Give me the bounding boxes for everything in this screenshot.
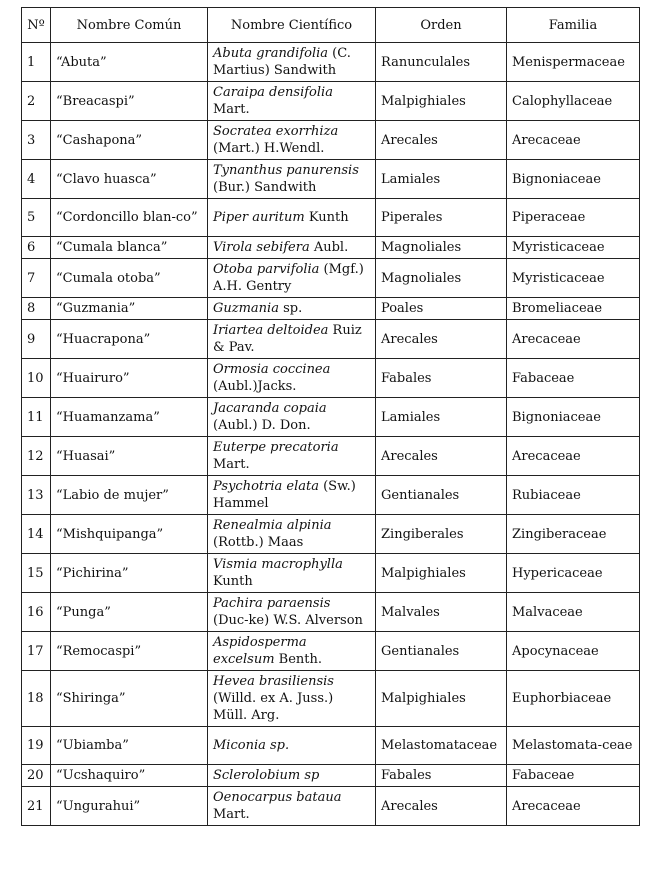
order-cell: Magnoliales <box>376 259 507 298</box>
scientific-name-cell <box>208 359 376 398</box>
family-cell: Rubiaceae <box>507 476 640 515</box>
row-number: 3 <box>22 121 51 160</box>
header-row <box>22 8 640 43</box>
table-row <box>22 787 640 826</box>
common-name-cell: “Mishquipanga” <box>51 515 208 554</box>
family-cell: Hypericaceae <box>507 554 640 593</box>
order-cell: Malpighiales <box>376 554 507 593</box>
scientific-binomial: Guzmania <box>213 301 279 316</box>
scientific-name-cell <box>208 765 376 787</box>
table-row <box>22 554 640 593</box>
row-number: 9 <box>22 320 51 359</box>
scientific-name-cell <box>208 160 376 199</box>
scientific-name-cell <box>208 787 376 826</box>
header-order: Orden <box>376 8 507 43</box>
scientific-binomial: Abuta grandifolia <box>213 46 329 61</box>
scientific-author: Mart. <box>213 102 250 117</box>
scientific-name-cell <box>208 398 376 437</box>
common-name-cell: “Ungurahui” <box>51 787 208 826</box>
scientific-binomial: Oenocarpus bataua <box>213 790 342 805</box>
scientific-binomial: Tynanthus panurensis <box>213 163 359 178</box>
scientific-name-cell <box>208 476 376 515</box>
row-number: 6 <box>22 237 51 259</box>
row-number: 20 <box>22 765 51 787</box>
table-row <box>22 82 640 121</box>
row-number: 15 <box>22 554 51 593</box>
common-name-cell: “Clavo huasca” <box>51 160 208 199</box>
scientific-author: Kunth <box>213 574 253 589</box>
scientific-name-cell <box>208 298 376 320</box>
order-cell: Fabales <box>376 765 507 787</box>
scientific-author: (Aubl.)Jacks. <box>213 379 297 394</box>
family-cell: Arecaceae <box>507 320 640 359</box>
family-cell: Bromeliaceae <box>507 298 640 320</box>
table-row <box>22 671 640 727</box>
scientific-name-cell <box>208 259 376 298</box>
scientific-author: sp. <box>278 301 303 316</box>
row-number: 11 <box>22 398 51 437</box>
scientific-binomial: Sclerolobium sp <box>213 768 320 783</box>
common-name-cell: “Abuta” <box>51 43 208 82</box>
scientific-binomial: Aspidosperma excelsum <box>213 635 307 667</box>
common-name-cell: “Punga” <box>51 593 208 632</box>
scientific-name-cell <box>208 199 376 237</box>
scientific-name-cell <box>208 237 376 259</box>
common-name-cell: “Cordoncillo blan-co” <box>51 199 208 237</box>
family-cell: Arecaceae <box>507 121 640 160</box>
family-cell: Bignoniaceae <box>507 398 640 437</box>
table-row <box>22 121 640 160</box>
common-name-cell: “Guzmania” <box>51 298 208 320</box>
scientific-author: Mart. <box>213 457 250 472</box>
order-cell: Malpighiales <box>376 671 507 727</box>
order-cell: Fabales <box>376 359 507 398</box>
scientific-author: (Duc-ke) W.S. Alverson <box>213 613 363 628</box>
order-cell: Poales <box>376 298 507 320</box>
scientific-name-cell <box>208 43 376 82</box>
scientific-binomial: Ormosia coccinea <box>213 362 331 377</box>
table-row <box>22 199 640 237</box>
row-number: 8 <box>22 298 51 320</box>
scientific-binomial: Psychotria elata <box>213 479 319 494</box>
scientific-author: Mart. <box>213 807 250 822</box>
order-cell: Lamiales <box>376 398 507 437</box>
common-name-cell: “Remocaspi” <box>51 632 208 671</box>
order-cell: Magnoliales <box>376 237 507 259</box>
table-header <box>22 8 640 43</box>
common-name-cell: “Cumala blanca” <box>51 237 208 259</box>
scientific-name-cell <box>208 727 376 765</box>
row-number: 16 <box>22 593 51 632</box>
table-row <box>22 237 640 259</box>
family-cell: Myristicaceae <box>507 237 640 259</box>
header-common-name: Nombre Común <box>51 8 208 43</box>
scientific-author: Kunth <box>304 210 349 225</box>
table-row <box>22 398 640 437</box>
family-cell: Arecaceae <box>507 787 640 826</box>
scientific-author: (Sw.) Hammel <box>213 479 356 511</box>
family-cell: Piperaceae <box>507 199 640 237</box>
header-family: Familia <box>507 8 640 43</box>
table-row <box>22 476 640 515</box>
family-cell: Myristicaceae <box>507 259 640 298</box>
common-name-cell: “Pichirina” <box>51 554 208 593</box>
family-cell: Euphorbiaceae <box>507 671 640 727</box>
row-number: 1 <box>22 43 51 82</box>
family-cell: Bignoniaceae <box>507 160 640 199</box>
family-cell: Melastomata-ceae <box>507 727 640 765</box>
common-name-cell: “Breacaspi” <box>51 82 208 121</box>
table-row <box>22 320 640 359</box>
table-row <box>22 632 640 671</box>
scientific-author: Benth. <box>274 652 323 667</box>
row-number: 21 <box>22 787 51 826</box>
scientific-name-cell <box>208 121 376 160</box>
scientific-binomial: Pachira paraensis <box>213 596 331 611</box>
order-cell: Malvales <box>376 593 507 632</box>
species-table <box>21 7 640 826</box>
row-number: 17 <box>22 632 51 671</box>
scientific-name-cell <box>208 82 376 121</box>
scientific-binomial: Vismia macrophylla <box>213 557 343 572</box>
table-row <box>22 727 640 765</box>
row-number: 18 <box>22 671 51 727</box>
family-cell: Zingiberaceae <box>507 515 640 554</box>
common-name-cell: “Huacrapona” <box>51 320 208 359</box>
common-name-cell: “Cashapona” <box>51 121 208 160</box>
scientific-author: (Mgf.) A.H. Gentry <box>213 262 364 294</box>
scientific-binomial: Caraipa densifolia <box>213 85 333 100</box>
scientific-name-cell <box>208 554 376 593</box>
row-number: 13 <box>22 476 51 515</box>
scientific-author: (Willd. ex A. Juss.) Müll. Arg. <box>213 691 334 723</box>
order-cell: Lamiales <box>376 160 507 199</box>
scientific-author: Ruiz & Pav. <box>213 323 362 355</box>
scientific-binomial: Euterpe precatoria <box>213 440 339 455</box>
family-cell: Arecaceae <box>507 437 640 476</box>
common-name-cell: “Huasai” <box>51 437 208 476</box>
scientific-name-cell <box>208 593 376 632</box>
scientific-name-cell <box>208 671 376 727</box>
row-number: 5 <box>22 199 51 237</box>
scientific-binomial: Otoba parvifolia <box>213 262 320 277</box>
family-cell: Fabaceae <box>507 765 640 787</box>
order-cell: Ranunculales <box>376 43 507 82</box>
family-cell: Malvaceae <box>507 593 640 632</box>
scientific-name-cell <box>208 515 376 554</box>
table-row <box>22 359 640 398</box>
order-cell: Arecales <box>376 121 507 160</box>
scientific-author: Aubl. <box>309 240 349 255</box>
scientific-author: (Mart.) H.Wendl. <box>213 141 325 156</box>
scientific-author: (Aubl.) D. Don. <box>213 418 311 433</box>
order-cell: Arecales <box>376 787 507 826</box>
scientific-binomial: Iriartea deltoidea <box>213 323 329 338</box>
row-number: 7 <box>22 259 51 298</box>
order-cell: Malpighiales <box>376 82 507 121</box>
order-cell: Zingiberales <box>376 515 507 554</box>
family-cell: Apocynaceae <box>507 632 640 671</box>
scientific-binomial: Miconia sp. <box>213 738 290 753</box>
scientific-binomial: Renealmia alpinia <box>213 518 332 533</box>
table-row <box>22 160 640 199</box>
scientific-binomial: Jacaranda copaia <box>213 401 327 416</box>
row-number: 14 <box>22 515 51 554</box>
table-row <box>22 765 640 787</box>
row-number: 10 <box>22 359 51 398</box>
order-cell: Arecales <box>376 320 507 359</box>
row-number: 19 <box>22 727 51 765</box>
table-row <box>22 515 640 554</box>
table-row <box>22 298 640 320</box>
order-cell: Gentianales <box>376 632 507 671</box>
common-name-cell: “Ubiamba” <box>51 727 208 765</box>
common-name-cell: “Labio de mujer” <box>51 476 208 515</box>
scientific-author: (C. Martius) Sandwith <box>213 46 351 78</box>
table-row <box>22 437 640 476</box>
table-row <box>22 43 640 82</box>
scientific-binomial: Piper auritum <box>213 210 305 225</box>
common-name-cell: “Cumala otoba” <box>51 259 208 298</box>
order-cell: Melastomataceae <box>376 727 507 765</box>
scientific-name-cell <box>208 632 376 671</box>
family-cell: Fabaceae <box>507 359 640 398</box>
scientific-author: (Bur.) Sandwith <box>213 180 317 195</box>
common-name-cell: “Shiringa” <box>51 671 208 727</box>
scientific-author: (Rottb.) Maas <box>213 535 304 550</box>
order-cell: Piperales <box>376 199 507 237</box>
order-cell: Gentianales <box>376 476 507 515</box>
table-row <box>22 259 640 298</box>
row-number: 4 <box>22 160 51 199</box>
header-scientific-name: Nombre Científico <box>208 8 376 43</box>
scientific-binomial: Virola sebifera <box>213 240 310 255</box>
common-name-cell: “Ucshaquiro” <box>51 765 208 787</box>
common-name-cell: “Huairuro” <box>51 359 208 398</box>
common-name-cell: “Huamanzama” <box>51 398 208 437</box>
scientific-binomial: Hevea brasiliensis <box>213 674 334 689</box>
header-number: Nº <box>22 8 51 43</box>
scientific-name-cell <box>208 437 376 476</box>
table-body <box>22 43 640 826</box>
row-number: 12 <box>22 437 51 476</box>
scientific-name-cell <box>208 320 376 359</box>
row-number: 2 <box>22 82 51 121</box>
family-cell: Calophyllaceae <box>507 82 640 121</box>
order-cell: Arecales <box>376 437 507 476</box>
table-row <box>22 593 640 632</box>
scientific-binomial: Socratea exorrhiza <box>213 124 339 139</box>
family-cell: Menispermaceae <box>507 43 640 82</box>
